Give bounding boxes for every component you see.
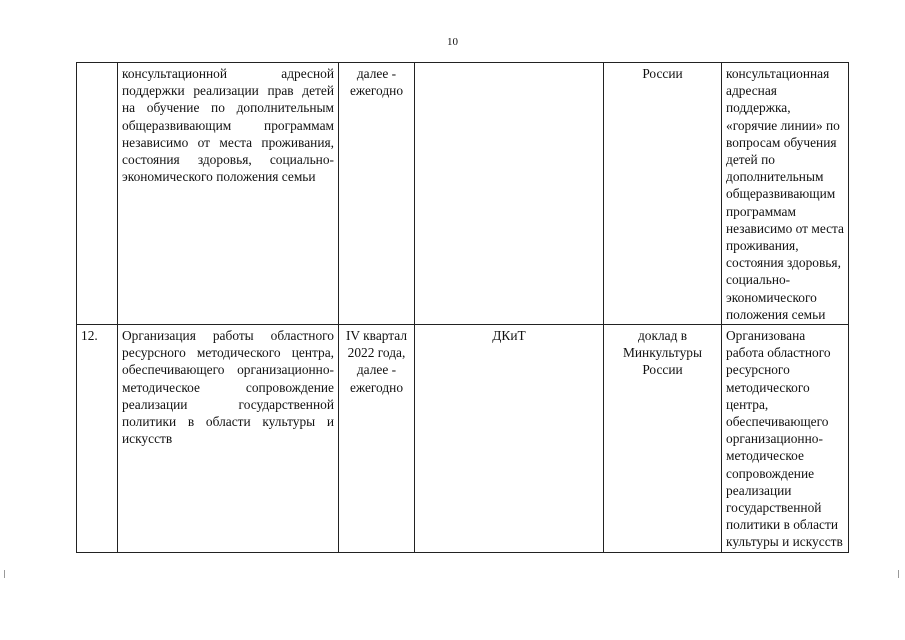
term-cell: далее - ежегодно: [339, 63, 415, 325]
term-cell: IV квартал 2022 года, далее - ежегодно: [339, 325, 415, 553]
responsible-cell: ДКиТ: [415, 325, 604, 553]
measure-cell: консультационной адресной поддержки реализации прав детей на обучение по дополнительным общеразвивающим программам независимо от места проживания, состояния здоровья, социально-экономического положения семьи: [118, 63, 339, 325]
table-row: [77, 325, 849, 553]
responsible-cell: [415, 63, 604, 325]
form-cell: доклад в Минкультуры России: [604, 325, 722, 553]
page-number: 10: [447, 36, 458, 48]
result-cell: Организована работа областного ресурсного методического центра, обеспечивающего организационно-методическое сопровождение реализации государственной политики в области культуры и искусств: [722, 325, 849, 553]
form-cell: России: [604, 63, 722, 325]
row-number-cell: 12.: [77, 325, 118, 553]
right-edge-mark: [898, 570, 899, 578]
measures-table: [76, 62, 849, 553]
result-cell: консультационная адресная поддержка, «горячие линии» по вопросам обучения детей по дополнительным общеразвивающим программам независимо от места проживания, состояния здоровья, социально-экономического положения семьи: [722, 63, 849, 325]
left-edge-mark: [4, 570, 5, 578]
measure-cell: Организация работы областного ресурсного методического центра, обеспечивающего организационно-методическое сопровождение реализации государственной политики в области культуры и искусств: [118, 325, 339, 553]
table-row: [77, 63, 849, 325]
row-number-cell: [77, 63, 118, 325]
